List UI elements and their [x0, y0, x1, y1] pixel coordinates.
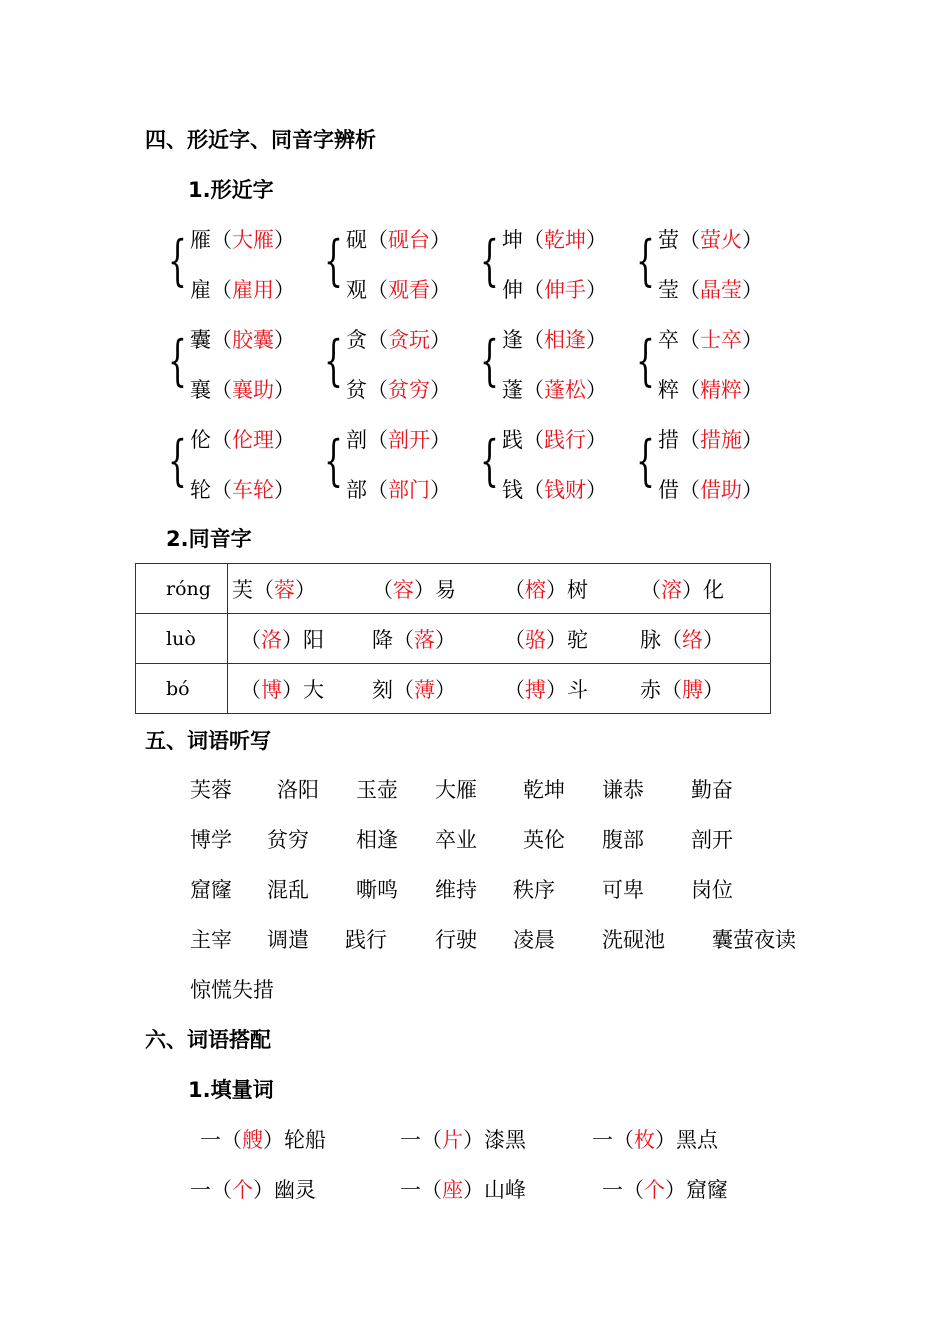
char: 囊 — [190, 328, 211, 352]
brace-icon: { — [480, 429, 499, 492]
similar-char-item — [346, 276, 451, 304]
dictation-word: 凌晨 — [513, 928, 555, 952]
homophone-item — [240, 624, 324, 654]
similar-char-item — [346, 376, 451, 404]
answer-word: 胶囊 — [232, 328, 274, 352]
homophone-cells — [228, 614, 771, 664]
text: （ — [504, 678, 525, 702]
dictation-word: 洛阳 — [277, 778, 319, 802]
measure-item — [200, 1126, 326, 1154]
paren-open: （ — [679, 478, 700, 502]
dictation-word: 腹部 — [602, 828, 644, 852]
section5-title: 五、词语听写 — [145, 729, 271, 753]
paren-close: ） — [430, 428, 451, 452]
paren-open: （ — [211, 228, 232, 252]
dictation-word: 混乱 — [267, 878, 309, 902]
answer-word: 精粹 — [700, 378, 742, 402]
subheading-homophones: 2.同音字 — [166, 527, 252, 551]
dictation-word: 勤奋 — [691, 778, 733, 802]
text: （ — [504, 628, 525, 652]
paren-close: ） — [742, 378, 763, 402]
answer-word: 砚台 — [388, 228, 430, 252]
paren-close: ） — [274, 228, 295, 252]
paren-open: （ — [211, 278, 232, 302]
brace-icon: { — [480, 229, 499, 292]
answer-word: 车轮 — [232, 478, 274, 502]
dictation-word: 维持 — [435, 878, 477, 902]
dictation-word: 践行 — [345, 928, 387, 952]
similar-char-item — [502, 426, 607, 454]
paren-close: ） — [742, 328, 763, 352]
brace-icon: { — [636, 229, 655, 292]
answer-word: 观看 — [388, 278, 430, 302]
similar-char-item — [190, 376, 295, 404]
dictation-word: 窟窿 — [190, 878, 232, 902]
homophone-item — [240, 674, 324, 704]
answer-measure-word: 艘 — [242, 1128, 263, 1152]
text: 脉（ — [640, 628, 682, 652]
paren-open: （ — [367, 428, 388, 452]
answer-word: 萤火 — [700, 228, 742, 252]
answer-char: 蓉 — [274, 578, 295, 602]
text: （ — [504, 578, 525, 602]
answer-char: 榕 — [525, 578, 546, 602]
answer-word: 蓬松 — [544, 378, 586, 402]
answer-measure-word: 枚 — [634, 1128, 655, 1152]
paren-close: ） — [274, 428, 295, 452]
homophone-item — [640, 574, 724, 604]
text: ）山峰 — [463, 1178, 526, 1202]
answer-word: 晶莹 — [700, 278, 742, 302]
answer-word: 相逢 — [544, 328, 586, 352]
paren-close: ） — [430, 378, 451, 402]
table-row — [136, 614, 771, 664]
similar-char-item — [502, 326, 607, 354]
paren-close: ） — [274, 378, 295, 402]
subheading-measure-words: 1.填量词 — [188, 1078, 274, 1102]
answer-char: 容 — [393, 578, 414, 602]
text: ）阳 — [282, 628, 324, 652]
paren-close: ） — [586, 328, 607, 352]
homophone-item — [372, 624, 456, 654]
similar-char-item — [190, 476, 295, 504]
answer-word: 践行 — [544, 428, 586, 452]
answer-measure-word: 个 — [644, 1178, 665, 1202]
similar-char-item — [658, 226, 763, 254]
dictation-word: 芙蓉 — [190, 778, 232, 802]
answer-word: 乾坤 — [544, 228, 586, 252]
paren-close: ） — [742, 428, 763, 452]
char: 钱 — [502, 478, 523, 502]
brace-icon: { — [480, 329, 499, 392]
paren-open: （ — [211, 378, 232, 402]
brace-icon: { — [324, 429, 343, 492]
answer-word: 伸手 — [544, 278, 586, 302]
similar-char-item — [658, 476, 763, 504]
text: ） — [435, 678, 456, 702]
dictation-word: 调遣 — [267, 928, 309, 952]
paren-close: ） — [274, 278, 295, 302]
similar-char-item — [190, 426, 295, 454]
text: 一（ — [602, 1178, 644, 1202]
paren-close: ） — [586, 428, 607, 452]
paren-open: （ — [679, 278, 700, 302]
answer-measure-word: 座 — [442, 1178, 463, 1202]
section4-title: 四、形近字、同音字辨析 — [145, 128, 376, 152]
pinyin-cell: bó — [136, 664, 228, 714]
char: 砚 — [346, 228, 367, 252]
dictation-word: 博学 — [190, 828, 232, 852]
paren-close: ） — [742, 228, 763, 252]
paren-open: （ — [211, 478, 232, 502]
dictation-word: 相逢 — [356, 828, 398, 852]
text: ）黑点 — [655, 1128, 718, 1152]
similar-char-item — [190, 276, 295, 304]
text: 一（ — [400, 1128, 442, 1152]
measure-item — [400, 1176, 526, 1204]
similar-char-item — [658, 376, 763, 404]
text: ）轮船 — [263, 1128, 326, 1152]
similar-char-item — [658, 426, 763, 454]
similar-char-item — [502, 226, 607, 254]
answer-word: 大雁 — [232, 228, 274, 252]
paren-open: （ — [211, 428, 232, 452]
char: 雇 — [190, 278, 211, 302]
answer-char: 骆 — [525, 628, 546, 652]
paren-close: ） — [274, 328, 295, 352]
char: 贪 — [346, 328, 367, 352]
similar-char-item — [658, 326, 763, 354]
paren-open: （ — [211, 328, 232, 352]
answer-word: 借助 — [700, 478, 742, 502]
char: 粹 — [658, 378, 679, 402]
dictation-word: 大雁 — [435, 778, 477, 802]
similar-char-item — [346, 326, 451, 354]
paren-open: （ — [523, 278, 544, 302]
char: 贫 — [346, 378, 367, 402]
measure-item — [592, 1126, 718, 1154]
paren-close: ） — [430, 228, 451, 252]
char: 伦 — [190, 428, 211, 452]
dictation-word: 乾坤 — [523, 778, 565, 802]
homophone-item — [504, 574, 588, 604]
text: ）幽灵 — [253, 1178, 316, 1202]
dictation-word: 英伦 — [523, 828, 565, 852]
paren-open: （ — [523, 328, 544, 352]
measure-item — [400, 1126, 526, 1154]
text: 赤（ — [640, 678, 682, 702]
measure-item — [190, 1176, 316, 1204]
text: （ — [372, 578, 393, 602]
answer-word: 部门 — [388, 478, 430, 502]
paren-open: （ — [523, 228, 544, 252]
char: 轮 — [190, 478, 211, 502]
homophone-item — [504, 624, 588, 654]
brace-icon: { — [324, 329, 343, 392]
brace-icon: { — [168, 229, 187, 292]
answer-word: 士卒 — [700, 328, 742, 352]
homophone-item — [504, 674, 588, 704]
answer-measure-word: 片 — [442, 1128, 463, 1152]
text: （ — [240, 678, 261, 702]
char: 萤 — [658, 228, 679, 252]
similar-char-item — [346, 226, 451, 254]
homophone-item — [372, 574, 456, 604]
dictation-word: 秩序 — [513, 878, 555, 902]
paren-close: ） — [742, 478, 763, 502]
text: 刻（ — [372, 678, 414, 702]
paren-open: （ — [679, 378, 700, 402]
homophone-cells — [228, 664, 771, 714]
answer-char: 洛 — [261, 628, 282, 652]
paren-open: （ — [523, 378, 544, 402]
similar-char-item — [502, 476, 607, 504]
paren-close: ） — [430, 328, 451, 352]
paren-close: ） — [274, 478, 295, 502]
text: ）化 — [682, 578, 724, 602]
text: ）漆黑 — [463, 1128, 526, 1152]
char: 雁 — [190, 228, 211, 252]
paren-close: ） — [742, 278, 763, 302]
char: 卒 — [658, 328, 679, 352]
brace-icon: { — [324, 229, 343, 292]
dictation-word: 行驶 — [435, 928, 477, 952]
char: 逢 — [502, 328, 523, 352]
char: 措 — [658, 428, 679, 452]
similar-char-item — [346, 426, 451, 454]
answer-word: 襄助 — [232, 378, 274, 402]
text: ）斗 — [546, 678, 588, 702]
answer-char: 溶 — [661, 578, 682, 602]
text: 一（ — [592, 1128, 634, 1152]
paren-open: （ — [523, 478, 544, 502]
paren-open: （ — [367, 278, 388, 302]
homophone-table — [135, 563, 771, 714]
text: ） — [435, 628, 456, 652]
answer-measure-word: 个 — [232, 1178, 253, 1202]
answer-char: 博 — [261, 678, 282, 702]
text: 芙（ — [232, 578, 274, 602]
brace-icon: { — [168, 329, 187, 392]
char: 观 — [346, 278, 367, 302]
dictation-word: 洗砚池 — [602, 928, 665, 952]
paren-close: ） — [586, 278, 607, 302]
char: 借 — [658, 478, 679, 502]
brace-icon: { — [636, 429, 655, 492]
paren-open: （ — [367, 478, 388, 502]
answer-word: 剖开 — [388, 428, 430, 452]
char: 蓬 — [502, 378, 523, 402]
paren-close: ） — [430, 478, 451, 502]
similar-char-item — [502, 376, 607, 404]
paren-open: （ — [367, 378, 388, 402]
text: ） — [703, 678, 724, 702]
answer-char: 络 — [682, 628, 703, 652]
paren-open: （ — [367, 228, 388, 252]
dictation-word: 嘶鸣 — [356, 878, 398, 902]
paren-open: （ — [679, 428, 700, 452]
text: （ — [640, 578, 661, 602]
answer-word: 贫穷 — [388, 378, 430, 402]
char: 伸 — [502, 278, 523, 302]
paren-close: ） — [586, 478, 607, 502]
answer-word: 措施 — [700, 428, 742, 452]
text: ） — [295, 578, 316, 602]
char: 践 — [502, 428, 523, 452]
table-row — [136, 664, 771, 714]
char: 莹 — [658, 278, 679, 302]
dictation-word: 囊萤夜读 — [712, 928, 796, 952]
answer-char: 落 — [414, 628, 435, 652]
char: 部 — [346, 478, 367, 502]
paren-close: ） — [586, 378, 607, 402]
text: 一（ — [200, 1128, 242, 1152]
dictation-word: 贫穷 — [267, 828, 309, 852]
dictation-word: 可卑 — [602, 878, 644, 902]
measure-item — [602, 1176, 728, 1204]
similar-char-item — [190, 326, 295, 354]
char: 坤 — [502, 228, 523, 252]
answer-char: 搏 — [525, 678, 546, 702]
dictation-word: 惊慌失措 — [190, 978, 274, 1002]
brace-icon: { — [636, 329, 655, 392]
paren-close: ） — [586, 228, 607, 252]
similar-char-item — [190, 226, 295, 254]
text: 降（ — [372, 628, 414, 652]
dictation-word: 玉壶 — [356, 778, 398, 802]
dictation-word: 岗位 — [691, 878, 733, 902]
paren-close: ） — [430, 278, 451, 302]
subheading-similar-chars: 1.形近字 — [188, 178, 274, 202]
text: ） — [703, 628, 724, 652]
dictation-word: 主宰 — [190, 928, 232, 952]
answer-char: 膊 — [682, 678, 703, 702]
text: ）树 — [546, 578, 588, 602]
char: 襄 — [190, 378, 211, 402]
answer-word: 雇用 — [232, 278, 274, 302]
text: ）大 — [282, 678, 324, 702]
homophone-cells — [228, 564, 771, 614]
paren-open: （ — [679, 228, 700, 252]
char: 剖 — [346, 428, 367, 452]
answer-word: 伦理 — [232, 428, 274, 452]
answer-word: 钱财 — [544, 478, 586, 502]
table-row — [136, 564, 771, 614]
similar-char-item — [502, 276, 607, 304]
paren-open: （ — [367, 328, 388, 352]
paren-open: （ — [523, 428, 544, 452]
similar-char-item — [658, 276, 763, 304]
text: ）驼 — [546, 628, 588, 652]
text: （ — [240, 628, 261, 652]
homophone-item — [372, 674, 456, 704]
pinyin-cell: róng — [136, 564, 228, 614]
text: ）易 — [414, 578, 456, 602]
homophone-item — [232, 574, 316, 604]
paren-open: （ — [679, 328, 700, 352]
text: 一（ — [400, 1178, 442, 1202]
brace-icon: { — [168, 429, 187, 492]
homophone-item — [640, 674, 724, 704]
answer-char: 薄 — [414, 678, 435, 702]
dictation-word: 卒业 — [435, 828, 477, 852]
dictation-word: 谦恭 — [602, 778, 644, 802]
homophone-item — [640, 624, 724, 654]
section6-title: 六、词语搭配 — [145, 1028, 271, 1052]
dictation-word: 剖开 — [691, 828, 733, 852]
text: 一（ — [190, 1178, 232, 1202]
answer-word: 贪玩 — [388, 328, 430, 352]
pinyin-cell: luò — [136, 614, 228, 664]
text: ）窟窿 — [665, 1178, 728, 1202]
similar-char-item — [346, 476, 451, 504]
